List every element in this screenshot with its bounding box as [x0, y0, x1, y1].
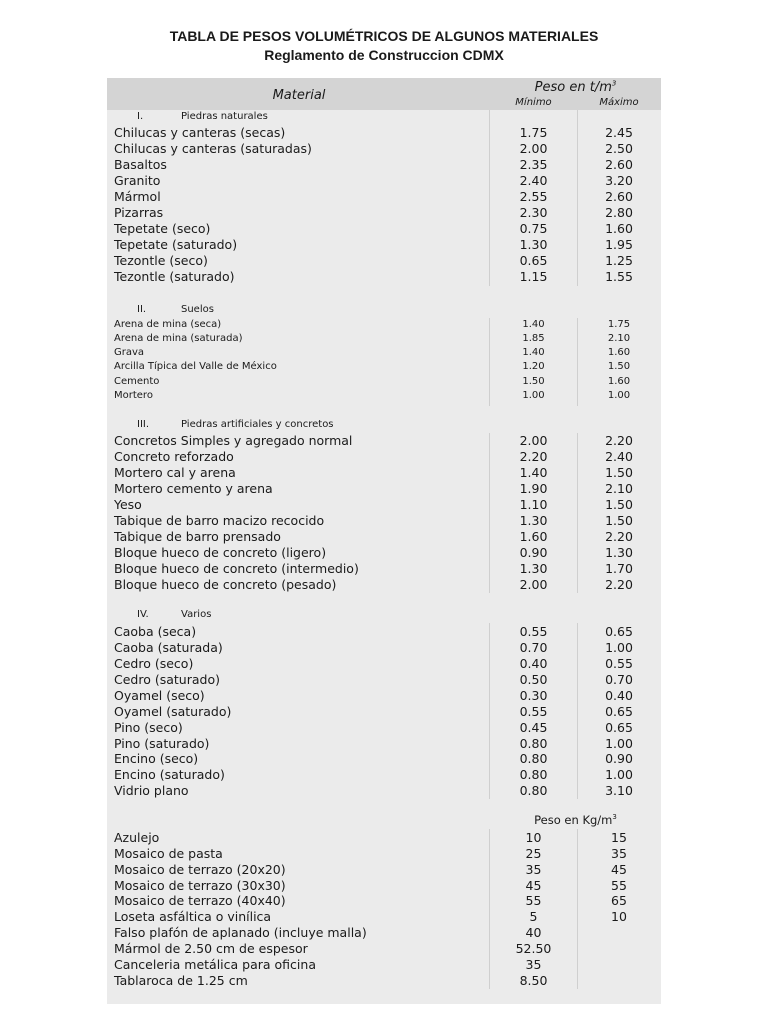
table-row	[114, 561, 654, 577]
material-cell: Vidrio plano	[114, 783, 189, 798]
table-row	[114, 173, 654, 189]
table-row	[114, 497, 654, 513]
material-cell: Arena de mina (saturada)	[114, 333, 243, 344]
material-cell: Tabique de barro macizo recocido	[114, 513, 325, 528]
material-cell: Mármol	[114, 189, 161, 204]
material-cell: Azulejo	[114, 830, 160, 845]
table-row	[114, 656, 654, 672]
max-cell: 1.55	[605, 269, 633, 284]
min-cell: 25	[525, 846, 542, 861]
document-subtitle: Reglamento de Construccion CDMX	[264, 47, 504, 63]
min-cell: 1.40	[519, 465, 548, 480]
max-cell: 2.20	[605, 529, 633, 544]
material-cell: Tablaroca de 1.25 cm	[114, 973, 248, 988]
material-cell: Yeso	[114, 497, 142, 512]
min-cell: 0.30	[519, 688, 548, 703]
material-cell: Mosaico de terrazo (40x40)	[114, 893, 286, 908]
min-cell: 0.55	[519, 624, 548, 639]
max-cell: 1.30	[605, 545, 633, 560]
min-cell: 2.00	[519, 577, 548, 592]
material-cell: Falso plafón de aplanado (incluye malla)	[114, 925, 367, 940]
section-name: Varios	[181, 609, 212, 620]
max-cell: 2.50	[605, 141, 633, 156]
max-cell: 1.75	[607, 319, 631, 330]
table-row	[114, 783, 654, 799]
max-cell: 1.00	[605, 767, 633, 782]
table-row	[114, 720, 654, 736]
max-cell: 1.60	[607, 376, 631, 387]
table-row	[114, 221, 654, 237]
section-number: III.	[137, 419, 150, 430]
min-cell: 35	[525, 957, 542, 972]
min-cell: 2.20	[519, 449, 548, 464]
min-cell: 1.90	[519, 481, 548, 496]
table-row	[114, 389, 654, 403]
max-cell: 2.10	[605, 481, 633, 496]
min-cell: 55	[525, 893, 542, 908]
min-cell: 0.70	[519, 640, 548, 655]
material-cell: Pino (seco)	[114, 720, 183, 735]
table-row	[114, 577, 654, 593]
table-row	[114, 925, 654, 941]
section-number: I.	[137, 111, 144, 122]
min-cell: 1.75	[519, 125, 548, 140]
minimo-column-header: Mínimo	[515, 97, 552, 108]
min-cell: 1.00	[522, 390, 545, 401]
kg-label: Peso en Kg/m	[534, 813, 613, 827]
min-cell: 1.20	[522, 361, 545, 372]
max-cell: 0.70	[605, 672, 633, 687]
table-row	[114, 237, 654, 253]
material-cell: Tezontle (seco)	[114, 253, 208, 268]
table-row	[114, 433, 654, 449]
min-cell: 2.35	[519, 157, 548, 172]
min-cell: 0.75	[519, 221, 548, 236]
table-row	[114, 846, 654, 862]
material-cell: Mármol de 2.50 cm de espesor	[114, 941, 308, 956]
max-cell: 2.60	[605, 189, 633, 204]
min-cell: 0.40	[519, 656, 548, 671]
max-cell: 45	[611, 862, 627, 877]
table-row	[114, 767, 654, 783]
min-cell: 1.30	[519, 561, 548, 576]
material-cell: Chilucas y canteras (saturadas)	[114, 141, 312, 156]
min-cell: 52.50	[515, 941, 552, 956]
table-row	[114, 973, 654, 989]
material-cell: Caoba (seca)	[114, 624, 197, 639]
material-cell: Chilucas y canteras (secas)	[114, 125, 286, 140]
material-cell: Concreto reforzado	[114, 449, 234, 464]
max-cell: 0.90	[605, 751, 633, 766]
section-heading	[137, 304, 214, 315]
table-row	[114, 205, 654, 221]
section-name: Piedras artificiales y concretos	[181, 419, 334, 430]
table-row	[114, 704, 654, 720]
peso-unit-exponent: 3	[611, 79, 617, 88]
material-column-header: Material	[272, 88, 326, 103]
material-cell: Caoba (saturada)	[114, 640, 223, 655]
material-cell: Encino (saturado)	[114, 767, 225, 782]
material-cell: Mortero cemento y arena	[114, 481, 273, 496]
material-cell: Loseta asfáltica o vinílica	[114, 909, 272, 924]
max-cell: 2.45	[605, 125, 633, 140]
section-name: Piedras naturales	[181, 111, 268, 122]
min-cell: 1.85	[522, 333, 545, 344]
material-cell: Tezontle (saturado)	[114, 269, 235, 284]
max-cell: 1.25	[605, 253, 633, 268]
table-row	[114, 751, 654, 767]
material-cell: Oyamel (seco)	[114, 688, 205, 703]
material-cell: Bloque hueco de concreto (intermedio)	[114, 561, 359, 576]
max-cell: 1.50	[605, 497, 633, 512]
min-cell: 1.15	[519, 269, 548, 284]
min-cell: 0.65	[519, 253, 548, 268]
max-cell: 1.95	[605, 237, 633, 252]
material-cell: Mortero	[114, 390, 153, 401]
min-cell: 2.00	[519, 433, 548, 448]
max-cell: 2.60	[605, 157, 633, 172]
section-name: Suelos	[181, 304, 214, 315]
max-cell: 2.20	[605, 433, 633, 448]
max-cell: 65	[611, 893, 627, 908]
max-cell: 10	[611, 909, 627, 924]
material-cell: Pizarras	[114, 205, 164, 220]
max-cell: 1.60	[607, 347, 631, 358]
table-row	[114, 909, 654, 925]
table-row	[114, 688, 654, 704]
min-cell: 0.80	[519, 751, 548, 766]
material-cell: Cemento	[114, 376, 160, 387]
min-cell: 0.80	[519, 783, 548, 798]
section-heading	[137, 419, 334, 430]
table-row	[114, 624, 654, 640]
table-row	[114, 941, 654, 957]
min-cell: 1.50	[522, 376, 545, 387]
table-row	[114, 481, 654, 497]
material-cell: Granito	[114, 173, 161, 188]
min-cell: 8.50	[519, 973, 548, 988]
min-cell: 0.50	[519, 672, 548, 687]
section-number: IV.	[137, 609, 149, 620]
min-cell: 10	[525, 830, 542, 845]
max-cell: 1.00	[605, 736, 633, 751]
maximo-column-header: Máximo	[599, 97, 639, 108]
min-cell: 1.30	[519, 237, 548, 252]
material-cell: Bloque hueco de concreto (ligero)	[114, 545, 327, 560]
table-row	[114, 141, 654, 157]
table-row	[114, 346, 654, 360]
max-cell: 3.10	[605, 783, 633, 798]
max-cell: 2.40	[605, 449, 633, 464]
material-cell: Bloque hueco de concreto (pesado)	[114, 577, 337, 592]
material-cell: Arena de mina (seca)	[114, 319, 222, 330]
table-row	[114, 360, 654, 374]
material-cell: Arcilla Típica del Valle de México	[114, 361, 277, 372]
material-cell: Concretos Simples y agregado normal	[114, 433, 353, 448]
max-cell: 1.60	[605, 221, 633, 236]
max-cell: 2.80	[605, 205, 633, 220]
max-cell: 1.50	[605, 513, 633, 528]
kg-column-header	[490, 813, 661, 827]
peso-column-header	[490, 80, 661, 95]
max-cell: 55	[611, 878, 627, 893]
table-row	[114, 189, 654, 205]
min-cell: 2.30	[519, 205, 548, 220]
max-cell: 0.40	[605, 688, 633, 703]
material-cell: Grava	[114, 347, 145, 358]
min-cell: 1.30	[519, 513, 548, 528]
table-row	[114, 862, 654, 878]
table-row	[114, 529, 654, 545]
table-row	[114, 830, 654, 846]
table-row	[114, 672, 654, 688]
max-cell: 1.00	[607, 390, 631, 401]
material-cell: Tepetate (saturado)	[114, 237, 238, 252]
table-row	[114, 893, 654, 909]
max-cell: 0.65	[605, 720, 633, 735]
table-row	[114, 318, 654, 332]
table-row	[114, 640, 654, 656]
min-cell: 5	[529, 909, 538, 924]
material-cell: Basaltos	[114, 157, 167, 172]
min-cell: 2.00	[519, 141, 548, 156]
min-cell: 1.40	[522, 319, 545, 330]
min-cell: 0.80	[519, 736, 548, 751]
min-cell: 0.90	[519, 545, 548, 560]
min-cell: 0.80	[519, 767, 548, 782]
min-cell: 40	[525, 925, 542, 940]
table-row	[114, 513, 654, 529]
max-cell: 15	[611, 830, 627, 845]
material-cell: Cedro (seco)	[114, 656, 194, 671]
table-row	[114, 878, 654, 894]
max-cell: 0.65	[605, 624, 633, 639]
table-row	[114, 736, 654, 752]
min-cell: 35	[525, 862, 542, 877]
min-cell: 1.60	[519, 529, 548, 544]
material-cell: Mosaico de pasta	[114, 846, 223, 861]
min-cell: 0.45	[519, 720, 548, 735]
max-cell: 35	[611, 846, 627, 861]
max-cell: 0.55	[605, 656, 633, 671]
kg-unit-exponent: 3	[612, 813, 617, 822]
max-cell: 2.10	[607, 333, 631, 344]
table-row	[114, 253, 654, 269]
material-cell: Mosaico de terrazo (20x20)	[114, 862, 286, 877]
material-cell: Cedro (saturado)	[114, 672, 220, 687]
document-title: TABLA DE PESOS VOLUMÉTRICOS DE ALGUNOS MATERIALES	[169, 28, 599, 44]
max-cell: 0.65	[605, 704, 633, 719]
min-cell: 1.10	[519, 497, 548, 512]
material-cell: Mortero cal y arena	[114, 465, 236, 480]
material-cell: Tabique de barro prensado	[114, 529, 281, 544]
section-number: II.	[137, 304, 147, 315]
max-cell: 3.20	[605, 173, 633, 188]
max-cell: 1.50	[607, 361, 631, 372]
max-cell: 2.20	[605, 577, 633, 592]
min-cell: 45	[525, 878, 542, 893]
table-row	[114, 465, 654, 481]
max-cell: 1.00	[605, 640, 633, 655]
table-row	[114, 449, 654, 465]
material-cell: Oyamel (saturado)	[114, 704, 232, 719]
table-row	[114, 269, 654, 285]
section-heading	[137, 111, 268, 122]
max-cell: 1.50	[605, 465, 633, 480]
min-cell: 2.40	[519, 173, 548, 188]
table-row	[114, 125, 654, 141]
min-cell: 0.55	[519, 704, 548, 719]
table-row	[114, 957, 654, 973]
material-cell: Tepetate (seco)	[114, 221, 211, 236]
table-row	[114, 545, 654, 561]
table-row	[114, 332, 654, 346]
material-cell: Canceleria metálica para oficina	[114, 957, 316, 972]
max-cell: 1.70	[605, 561, 633, 576]
material-cell: Pino (saturado)	[114, 736, 210, 751]
peso-label: Peso en t/m	[534, 80, 612, 95]
material-cell: Encino (seco)	[114, 751, 199, 766]
table-row	[114, 375, 654, 389]
section-heading	[137, 609, 211, 620]
table-row	[114, 157, 654, 173]
material-cell: Mosaico de terrazo (30x30)	[114, 878, 286, 893]
min-cell: 2.55	[519, 189, 548, 204]
min-cell: 1.40	[522, 347, 545, 358]
